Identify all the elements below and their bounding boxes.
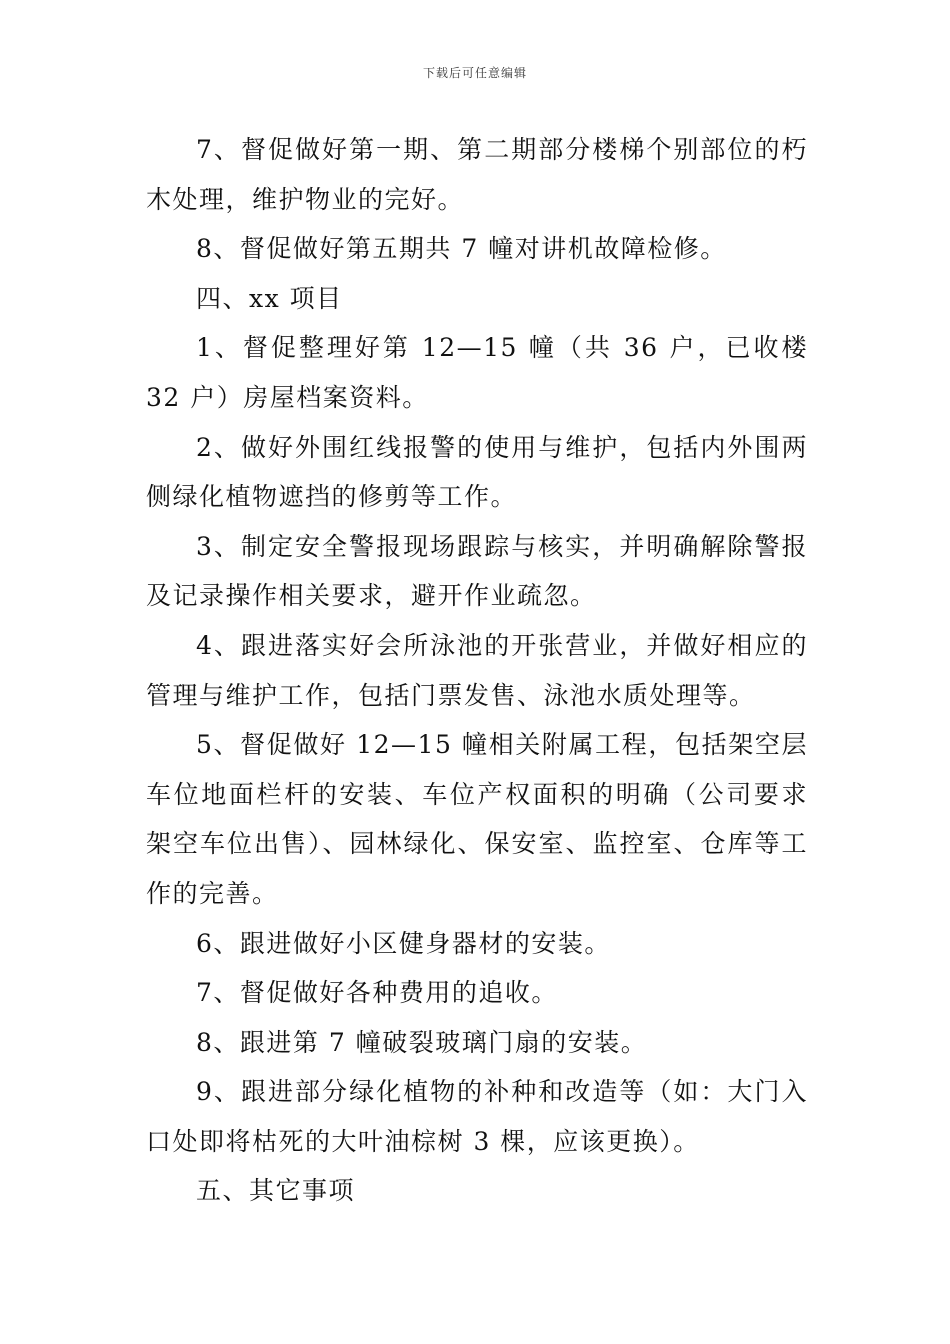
paragraph-item-7-fees: 7、督促做好各种费用的追收。: [196, 978, 558, 1008]
paragraph-item-8-glass-door: 8、跟进第 7 幢破裂玻璃门扇的安装。: [196, 1027, 648, 1057]
paragraph-item-8-intercom: 8、督促做好第五期共 7 幢对讲机故障检修。: [196, 234, 727, 264]
paragraph-item-7-stairs: 7、督促做好第一期、第二期部分楼梯个别部位的朽木处理，维护物业的完好。: [146, 135, 808, 214]
paragraph-item-4-pool: 4、跟进落实好会所泳池的开张营业，并做好相应的管理与维护工作，包括门票发售、泳池水质处理等。: [146, 630, 808, 710]
section-heading-5: 五、其它事项: [196, 1176, 356, 1206]
paragraph-item-6-fitness: 6、跟进做好小区健身器材的安装。: [196, 928, 611, 958]
paragraph-item-2-alarm: 2、做好外围红线报警的使用与维护，包括内外围两侧绿化植物遮挡的修剪等工作。: [146, 432, 808, 512]
document-body: [146, 125, 808, 1216]
section-heading-4: 四、xx 项目: [196, 283, 343, 313]
paragraph-item-5-ancillary: 5、督促做好 12—15 幢相关附属工程，包括架空层车位地面栏杆的安装、车位产权面积的明确（公司要求架空车位出售）、园林绿化、保安室、监控室、仓库等工作的完善。: [146, 730, 808, 908]
paragraph-item-3-security: 3、制定安全警报现场跟踪与核实，并明确解除警报及记录操作相关要求，避开作业疏忽。: [146, 531, 808, 611]
paragraph-item-9-greening: 9、跟进部分绿化植物的补种和改造等（如：大门入口处即将枯死的大叶油棕树 3 棵，应该更换）。: [146, 1077, 808, 1156]
paragraph-item-1-archives: 1、督促整理好第 12—15 幢（共 36 户，已收楼 32 户）房屋档案资料。: [146, 333, 808, 412]
page-header: 下载后可任意编辑: [422, 66, 527, 80]
